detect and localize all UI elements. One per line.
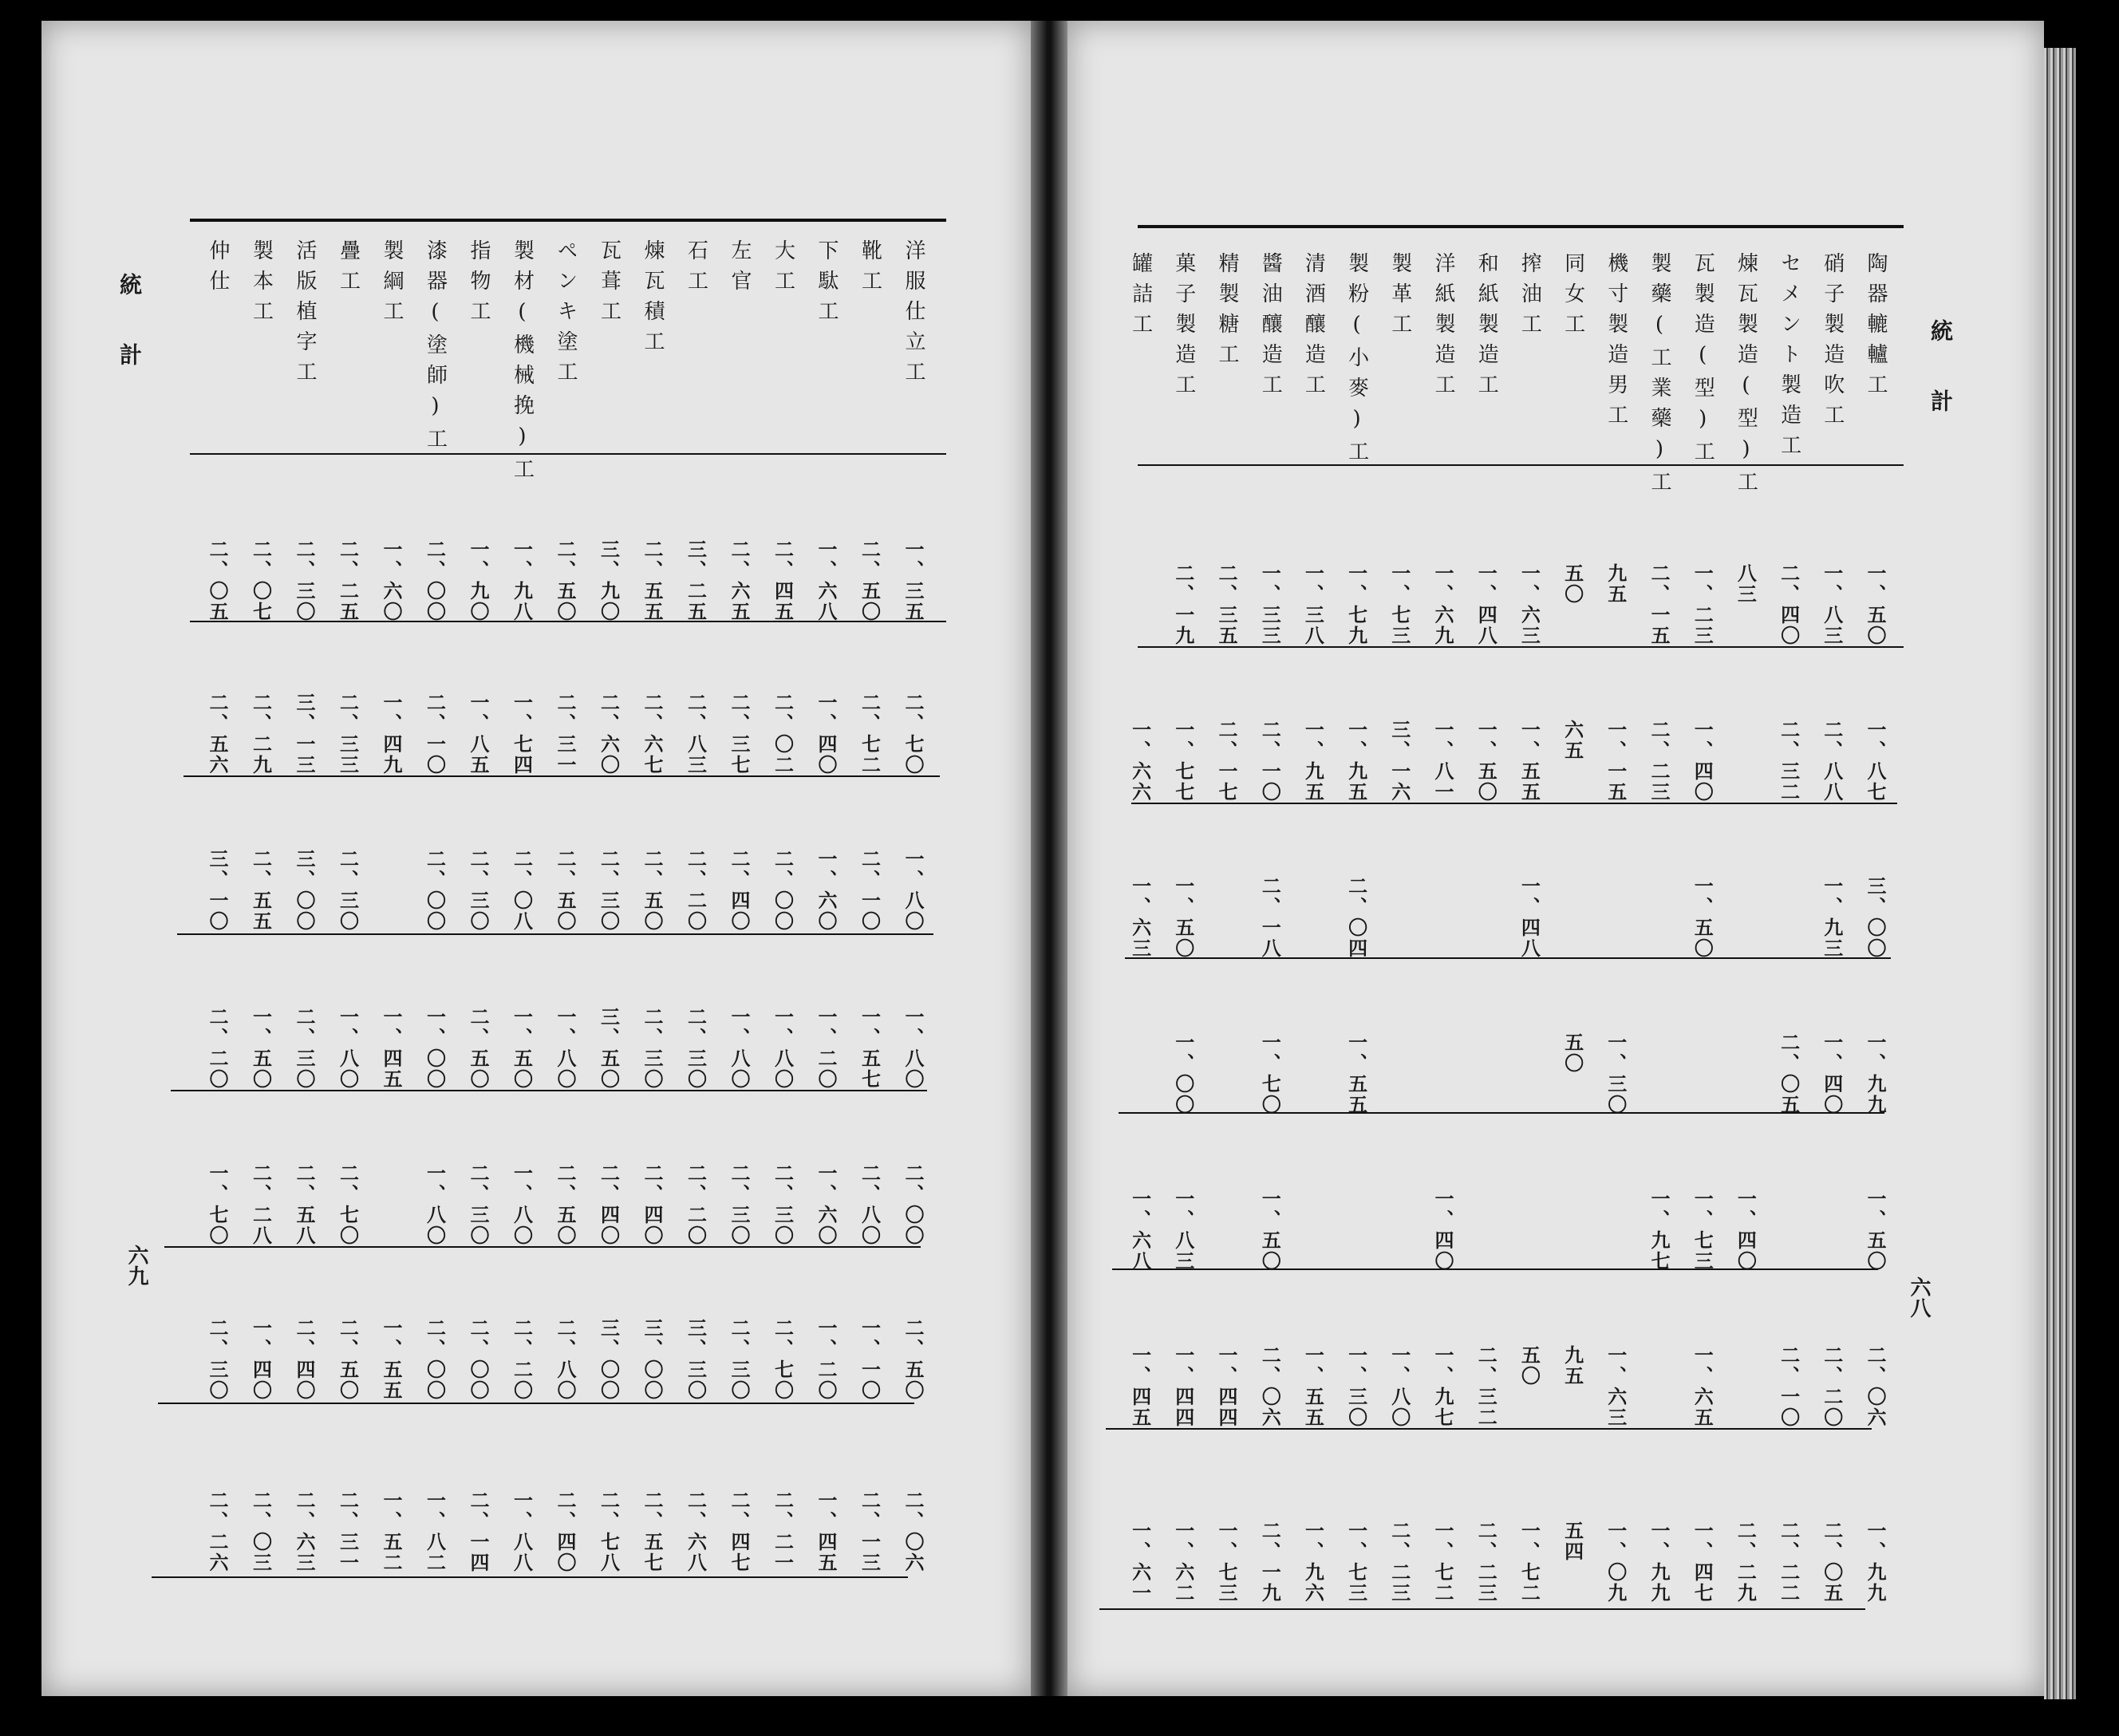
wage-value: 一、八〇 [1387,1345,1411,1428]
right_page-band-rule [1106,1428,1872,1430]
wage-value: 二、〇〇 [771,849,795,932]
wage-value: 一、〇〇 [1171,1032,1195,1115]
wage-value: 一、四九 [380,692,403,775]
wage-value: 一、八〇 [423,1163,447,1246]
wage-value: 二、四〇 [554,1490,577,1573]
wage-value: 五〇 [1561,1032,1584,1074]
wage-value: 一、五〇 [1474,720,1498,803]
wage-value: 二、二〇 [684,849,708,932]
column-label: ペンキ塗工 [554,239,578,391]
wage-value: 二、〇七 [249,539,273,622]
column-label: 製粉(小麥)工 [1344,252,1369,471]
wage-value: 二、三〇 [293,1007,316,1090]
wage-value: 一、四四 [1171,1345,1195,1428]
wage-value: 一、一五 [1604,720,1628,803]
wage-value: 二、五八 [293,1163,316,1246]
wage-value: 二、一九 [1258,1521,1282,1604]
wage-value: 二、〇〇 [423,539,447,622]
wage-value: 三、五〇 [597,1007,621,1090]
wage-value: 一、八〇 [902,1007,925,1090]
wage-value: 二、六七 [641,692,664,775]
wage-value: 一、五五 [1344,1032,1368,1115]
wage-value: 三、二五 [684,539,708,622]
wage-value: 一、九五 [1344,720,1368,803]
wage-value: 二、二三 [1387,1521,1411,1604]
wage-value: 三、一六 [1387,720,1411,803]
wage-value: 一、五七 [858,1007,882,1090]
wage-value: 二、八三 [684,692,708,775]
column-label: 精製糖工 [1215,252,1239,373]
wage-value: 二、一〇 [1777,1345,1801,1428]
wage-value: 一、三〇 [1604,1032,1628,1115]
wage-value: 一、六〇 [815,849,838,932]
wage-value: 八三 [1734,563,1758,605]
wage-value: 二、四〇 [641,1163,664,1246]
column-label: 醬油釀造工 [1258,252,1283,404]
wage-value: 一、三五 [902,539,925,622]
right_page-header-rule [1138,464,1904,466]
right_page-band-rule [1099,1608,1865,1610]
wage-value: 一、六六 [1128,720,1152,803]
wage-value: 一、五二 [380,1490,403,1573]
wage-value: 二、一九 [1171,563,1195,646]
column-label: 瓦葺工 [597,239,621,330]
left_page-band-rule [171,1090,927,1091]
wage-value: 二、三〇 [641,1007,664,1090]
column-label: 石工 [684,239,708,300]
column-label: 疊工 [336,239,361,300]
wage-value: 二、三〇 [597,849,621,932]
wage-value: 二、五〇 [641,849,664,932]
wage-value: 一、六〇 [380,539,403,622]
left_page-band-rule [164,1246,921,1248]
wage-value: 二、一七 [1215,720,1238,803]
wage-value: 一、五〇 [1258,1189,1282,1272]
wage-value: 一、五〇 [1171,876,1195,959]
wage-value: 二、一八 [1258,876,1282,959]
wage-value: 二、二五 [336,539,360,622]
wage-value: 一、四〇 [1734,1189,1758,1272]
wage-value: 五〇 [1561,563,1584,605]
wage-value: 一、九七 [1647,1189,1671,1272]
column-label: 搾油工 [1517,252,1542,343]
column-label: 陶器轆轤工 [1864,252,1888,404]
wage-value: 一、二〇 [815,1318,838,1401]
wage-value: 二、〇五 [206,539,229,622]
wage-value: 二、五〇 [467,1007,490,1090]
wage-value: 二、三〇 [771,1163,795,1246]
wage-value: 一、三八 [1301,563,1325,646]
wage-value: 二、三〇 [336,849,360,932]
wage-value: 三、一三 [293,692,316,775]
wage-value: 二、五〇 [902,1318,925,1401]
wage-value: 二、七〇 [771,1318,795,1401]
wage-value: 二、三五 [1215,563,1238,646]
wage-value: 一、九〇 [467,539,490,622]
wage-value: 一、二〇 [815,1007,838,1090]
wage-value: 一、八三 [1820,563,1844,646]
wage-value: 二、二〇 [510,1318,534,1401]
wage-value: 一、七三 [1387,563,1411,646]
wage-value: 一、九五 [1301,720,1325,803]
wage-value: 一、八一 [1431,720,1454,803]
wage-value: 一、五〇 [1864,1189,1887,1272]
wage-value: 一、四〇 [1820,1032,1844,1115]
wage-value: 二、〇〇 [423,1318,447,1401]
wage-value: 一、八八 [510,1490,534,1573]
column-label: 指物工 [467,239,491,330]
right_page-band-rule [1119,1112,1884,1114]
right-page [1067,21,2044,1696]
wage-value: 二、五〇 [554,539,577,622]
wage-value: 二、二〇 [684,1163,708,1246]
wage-value: 一、四七 [1691,1521,1715,1604]
wage-value: 一、七二 [1431,1521,1454,1604]
left_page-band-rule [158,1403,914,1404]
wage-value: 二、四〇 [597,1163,621,1246]
wage-value: 一、七四 [510,692,534,775]
wage-value: 二、三三 [336,692,360,775]
wage-value: 一、七七 [1171,720,1195,803]
column-label: 和紙製造工 [1474,252,1499,404]
wage-value: 二、三一 [554,692,577,775]
page-edges [2044,48,2076,1699]
column-label: 洋服仕立工 [902,239,925,391]
wage-value: 三、〇〇 [1864,876,1887,959]
wage-value: 二、〇八 [510,849,534,932]
wage-value: 一、五五 [380,1318,403,1401]
wage-value: 一、四〇 [249,1318,273,1401]
wage-value: 二、二二 [1777,1521,1801,1604]
wage-value: 二、一〇 [1258,720,1282,803]
wage-value: 一、八〇 [728,1007,751,1090]
wage-value: 二、一五 [1647,563,1671,646]
right_page-band-rule [1112,1268,1878,1270]
wage-value: 一、八五 [467,692,490,775]
wage-value: 二、五七 [641,1490,664,1573]
wage-value: 一、九九 [1864,1521,1887,1604]
wage-value: 五四 [1561,1521,1584,1562]
wage-value: 二、〇五 [1777,1032,1801,1115]
wage-value: 二、三〇 [467,849,490,932]
wage-value: 二、三七 [728,692,751,775]
column-label: 煉瓦製造(型)工 [1734,252,1758,501]
wage-value: 二、四〇 [293,1318,316,1401]
wage-value: 一、六三 [1604,1345,1628,1428]
wage-value: 一、六二 [1171,1521,1195,1604]
column-label: 罐詰工 [1128,252,1153,343]
wage-value: 二、〇〇 [902,1163,925,1246]
column-label: 製藥(工業藥)工 [1647,252,1671,501]
wage-value: 二、二三 [1474,1521,1498,1604]
wage-value: 二、三〇 [206,1318,229,1401]
right_page-band-rule [1131,803,1897,804]
wage-value: 一、八〇 [554,1007,577,1090]
right-page-number: 六八 [1907,1276,1931,1318]
left_page-band-rule [177,933,933,935]
wage-value: 一、〇〇 [423,1007,447,1090]
wage-value: 二、一〇 [858,849,882,932]
column-label: 大工 [771,239,795,300]
wage-value: 一、八〇 [510,1163,534,1246]
wage-value: 二、七八 [597,1490,621,1573]
column-label: 同女工 [1561,252,1585,343]
wage-value: 一、七〇 [1258,1032,1282,1115]
wage-value: 一、五〇 [249,1007,273,1090]
left_page-header-rule [190,453,946,455]
wage-value: 一、九七 [1431,1345,1454,1428]
wage-value: 一、七三 [1344,1521,1368,1604]
wage-value: 二、〇四 [1344,876,1368,959]
wage-value: 一、一〇 [858,1318,882,1401]
wage-value: 一、七三 [1215,1521,1238,1604]
wage-value: 二、八〇 [554,1318,577,1401]
wage-value: 二、五五 [641,539,664,622]
wage-value: 一、四〇 [815,692,838,775]
wage-value: 二、五〇 [858,539,882,622]
wage-value: 九五 [1561,1345,1584,1387]
wage-value: 二、五〇 [554,849,577,932]
wage-value: 一、六〇 [815,1163,838,1246]
wage-value: 一、九九 [1647,1521,1671,1604]
wage-value: 二、四五 [771,539,795,622]
wage-value: 二、〇六 [1864,1345,1887,1428]
wage-value: 一、四〇 [1431,1189,1454,1272]
wage-value: 一、八〇 [771,1007,795,1090]
column-label: 機寸製造男工 [1604,252,1628,434]
wage-value: 二、二〇 [206,1007,229,1090]
wage-value: 六五 [1561,720,1584,761]
wage-value: 九五 [1604,563,1628,605]
wage-value: 一、四五 [815,1490,838,1573]
column-label: 硝子製造吹工 [1820,252,1845,434]
wage-value: 一、三〇 [1344,1345,1368,1428]
wage-value: 二、〇二 [771,692,795,775]
wage-value: 三、九〇 [597,539,621,622]
wage-value: 二、五六 [206,692,229,775]
wage-value: 二、〇〇 [467,1318,490,1401]
wage-value: 一、〇九 [1604,1521,1628,1604]
wage-value: 一、六八 [815,539,838,622]
column-label: 漆器(塗師)工 [423,239,448,458]
wage-value: 二、一〇 [423,692,447,775]
column-label: セメント製造工 [1777,252,1801,464]
wage-value: 一、七〇 [206,1163,229,1246]
wage-value: 三、〇〇 [597,1318,621,1401]
left_page-top-rule [190,219,946,222]
wage-value: 二、六〇 [597,692,621,775]
wage-value: 二、五五 [249,849,273,932]
left-running-head: 統計 [116,273,143,413]
wage-value: 二、三二 [1777,720,1801,803]
right_page-band-rule [1138,646,1904,648]
wage-value: 一、四〇 [1691,720,1715,803]
column-label: 製本工 [249,239,274,330]
wage-value: 二、〇六 [1258,1345,1282,1428]
wage-value: 二、七二 [858,692,882,775]
column-label: 製綱工 [380,239,404,330]
wage-value: 二、四〇 [1777,563,1801,646]
wage-value: 一、三三 [1258,563,1282,646]
wage-value: 二、三二 [1474,1345,1498,1428]
column-label: 菓子製造工 [1171,252,1196,404]
wage-value: 二、四七 [728,1490,751,1573]
left_page-band-rule [183,775,940,777]
wage-value: 一、七三 [1691,1189,1715,1272]
book-gutter [1031,21,1067,1696]
wage-value: 二、〇五 [1820,1521,1844,1604]
wage-value: 二、七〇 [336,1163,360,1246]
left-page-number: 六九 [124,1245,148,1286]
wage-value: 二、三〇 [467,1163,490,1246]
wage-value: 二、二八 [249,1163,273,1246]
right-running-head: 統計 [1928,319,1954,460]
column-label: 活版植字工 [293,239,317,391]
wage-value: 三、一〇 [206,849,229,932]
column-label: 左官 [728,239,752,300]
wage-value: 一、九六 [1301,1521,1325,1604]
wage-value: 三、〇〇 [641,1318,664,1401]
left_page-band-rule [152,1576,908,1578]
column-label: 下駄工 [815,239,839,330]
wage-value: 二、一四 [467,1490,490,1573]
wage-value: 一、九八 [510,539,534,622]
column-label: 靴工 [858,239,882,300]
wage-value: 一、七九 [1344,563,1368,646]
wage-value: 一、六九 [1431,563,1454,646]
wage-value: 二、八〇 [858,1163,882,1246]
wage-value: 二、一三 [858,1490,882,1573]
wage-value: 一、四八 [1517,876,1541,959]
wage-value: 二、三一 [336,1490,360,1573]
wage-value: 二、五〇 [554,1163,577,1246]
wage-value: 二、五〇 [336,1318,360,1401]
wage-value: 一、八〇 [902,849,925,932]
wage-value: 一、四四 [1215,1345,1238,1428]
wage-value: 一、四八 [1474,563,1498,646]
column-label: 仲仕 [206,239,230,300]
wage-value: 一、四五 [380,1007,403,1090]
wage-value: 一、八二 [423,1490,447,1573]
wage-value: 一、七二 [1517,1521,1541,1604]
column-label: 清酒釀造工 [1301,252,1326,404]
column-label: 製材(機械挽)工 [510,239,535,488]
wage-value: 三、三〇 [684,1318,708,1401]
column-label: 瓦製造(型)工 [1691,252,1715,471]
wage-value: 一、五五 [1301,1345,1325,1428]
wage-value: 二、二三 [1647,720,1671,803]
column-label: 煉瓦積工 [641,239,665,361]
wage-value: 二、三〇 [684,1007,708,1090]
wage-value: 一、六一 [1128,1521,1152,1604]
wage-value: 二、二六 [206,1490,229,1573]
wage-value: 二、八八 [1820,720,1844,803]
wage-value: 二、二九 [1734,1521,1758,1604]
wage-value: 一、八三 [1171,1189,1195,1272]
wage-value: 二、六三 [293,1490,316,1573]
wage-value: 二、三〇 [728,1318,751,1401]
right_page-band-rule [1125,957,1891,959]
wage-value: 一、六三 [1517,563,1541,646]
wage-value: 一、六八 [1128,1189,1152,1272]
wage-value: 一、六三 [1128,876,1152,959]
wage-value: 二、六五 [728,539,751,622]
wage-value: 二、三〇 [728,1163,751,1246]
wage-value: 二、四〇 [728,849,751,932]
wage-value: 三、〇〇 [293,849,316,932]
wage-value: 二、二九 [249,692,273,775]
wage-value: 二、七〇 [902,692,925,775]
wage-value: 二、三〇 [293,539,316,622]
wage-value: 二、六八 [684,1490,708,1573]
wage-value: 一、六五 [1691,1345,1715,1428]
wage-value: 一、四五 [1128,1345,1152,1428]
column-label: 洋紙製造工 [1431,252,1455,404]
wage-value: 二、二〇 [1820,1345,1844,1428]
wage-value: 一、五〇 [1691,876,1715,959]
wage-value: 一、九九 [1864,1032,1887,1115]
wage-value: 一、八〇 [336,1007,360,1090]
wage-value: 一、八七 [1864,720,1887,803]
wage-value: 一、二三 [1691,563,1715,646]
column-label: 製革工 [1387,252,1412,343]
wage-value: 一、五五 [1517,720,1541,803]
wage-value: 一、九三 [1820,876,1844,959]
left-page [41,21,1031,1696]
right_page-top-rule [1138,225,1904,228]
wage-value: 二、〇〇 [423,849,447,932]
wage-value: 一、五〇 [510,1007,534,1090]
wage-value: 二、〇六 [902,1490,925,1573]
wage-value: 二、〇三 [249,1490,273,1573]
wage-value: 五〇 [1517,1345,1541,1387]
wage-value: 二、二一 [771,1490,795,1573]
wage-value: 一、五〇 [1864,563,1887,646]
